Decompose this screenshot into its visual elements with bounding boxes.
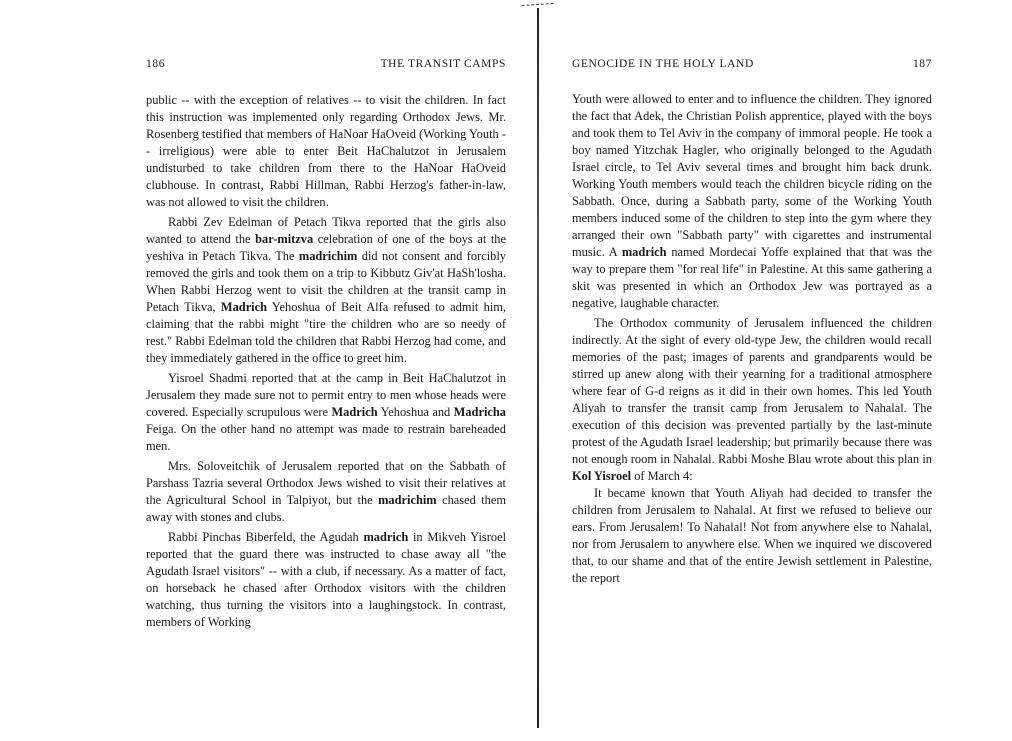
text-run: did not consent and forcibly removed the girls and took them on a trip to Kibbutz Giv'at HaSh'losha. When Rabbi Herzog went to visit the children at the transit camp in Petach Tikva,: [146, 249, 506, 314]
bold-term: madrichim: [298, 249, 358, 263]
text-run: Yehoshua and: [377, 405, 454, 419]
text-run: Mrs. Soloveitchik of Jerusalem reported that on the Sabbath of Parshass Tazria several Orthodox Jews wished to visit their relatives at the Agricultural School in Talpiyot, but the: [146, 459, 506, 507]
bold-term: Madrich: [331, 405, 378, 419]
text-run: named Mordecai Yoffe explained that that was the way to prepare them "for real life" in Palestine. At this same gathering a skit was presented in which an Orthodox Jew was portrayed as a negative, laughable character.: [572, 245, 932, 310]
right-page-body: [572, 91, 932, 587]
text-run: Youth were allowed to enter and to influence the children. They ignored the fact that Adek, the Christian Polish apprentice, played with the boys and took them to Tel Aviv in the company of immoral people. He took a boy named Yitzchak Hagler, who originally belonged to the Agudath Israel circle, to Tel Aviv several times and brought him back drunk. Working Youth members would teach the children bicycle riding on the Sabbath. Once, during a Sabbath party, some of the Working Youth members induced some of the children to step into the gym where they arranged their own "Sabbath party" with cigarettes and instrumental music. A: [572, 92, 932, 259]
text-run: in Mikveh Yisroel reported that the guard there was instructed to chase away all "the Agudath Israel visitors" -- with a club, if necessary. As a matter of fact, on horseback he chased after Orthodox visitors with the children watching, thus turning the visitors into a laughingstock. In contrast, members of Working: [146, 530, 507, 629]
text-run: Rabbi Pinchas Biberfeld, the Agudah: [168, 530, 364, 544]
bold-term: Madricha: [453, 405, 506, 419]
text-run: Yehoshua of Beit Alfa refused to admit him, claiming that the rabbi might "tire the children who are so needy of rest." Rabbi Edelman told the children that Rabbi Herzog had come, and they immediately gathered in the office to greet him.: [146, 300, 506, 365]
paragraph: [146, 92, 506, 211]
bold-term: madrich: [621, 245, 667, 259]
page-number: 187: [912, 58, 932, 70]
block-quote: It became known that Youth Aliyah had decided to transfer the children from Jerusalem to Nahalal. At first we refused to believe our ears. From Jerusalem! To Nahalal! Not from anywhere else to Nahalal, nor from Jerusalem to anywhere else. When we inquired we discovered that, to our shame and that of the entire Jewish settlement in Palestine, the report: [572, 486, 932, 585]
paragraph: [146, 529, 506, 631]
paragraph: [146, 214, 506, 367]
bold-term: madrichim: [378, 493, 437, 507]
paragraph: [572, 91, 932, 312]
paragraph: [146, 458, 506, 526]
bold-term: bar-mitzva: [255, 232, 314, 246]
right-page-paragraphs: [572, 91, 932, 485]
text-run: of March 4:: [631, 469, 693, 483]
text-run: chased them away with stones and clubs.: [146, 493, 506, 524]
running-head: GENOCIDE IN THE HOLY LAND: [572, 58, 754, 70]
text-run: celebration of one of the boys at the yeshiva in Petach Tikva. The: [146, 232, 506, 263]
page-number: 186: [146, 58, 166, 70]
book-gutter: [537, 8, 539, 728]
left-page-body: [146, 92, 506, 631]
paragraph: [572, 315, 932, 485]
bold-term: madrich: [363, 530, 409, 544]
text-run: public -- with the exception of relatives -- to visit the children. In fact this instruction was implemented only regarding Orthodox Jews. Mr. Rosenberg testified that members of HaNoar HaOveid (Working Youth -- irreligious) were able to enter Beit HaChalutzot in Jerusalem undisturbed to take children from there to the HaNoar HaOveid clubhouse. In contrast, Rabbi Hillman, Rabbi Herzog's father-in-law, was not allowed to visit the children.: [146, 93, 506, 209]
paragraph: [146, 370, 506, 455]
right-page-header: [572, 58, 932, 74]
running-head: THE TRANSIT CAMPS: [380, 58, 506, 70]
bold-term: Madrich: [220, 300, 268, 314]
text-run: Yisroel Shadmi reported that at the camp in Beit HaChalutzot in Jerusalem they made sure not to permit entry to men whose heads were covered. Especially scrupulous were: [146, 371, 506, 419]
left-page-header: [146, 58, 506, 74]
bold-term: Kol Yisroel: [572, 469, 632, 483]
text-run: Rabbi Zev Edelman of Petach Tikva reported that the girls also wanted to attend the: [146, 215, 506, 246]
text-run: Feiga. On the other hand no attempt was made to restrain bareheaded men.: [146, 422, 506, 453]
text-run: The Orthodox community of Jerusalem influenced the children indirectly. At the sight of every old-type Jew, the children would recall memories of the past; images of parents and grandparents would be stirred up anew along with their yearning for a traditional atmosphere where fear of G-d reigns as it did in their own homes. This led Youth Aliyah to transfer the transit camp from Jerusalem to Nahalal. The execution of this decision was prevented partially by the last-minute protest of the Agudath Israel leadership; but primarily because there was not enough room in Nahalal. Rabbi Moshe Blau wrote about this plan in: [572, 316, 932, 466]
